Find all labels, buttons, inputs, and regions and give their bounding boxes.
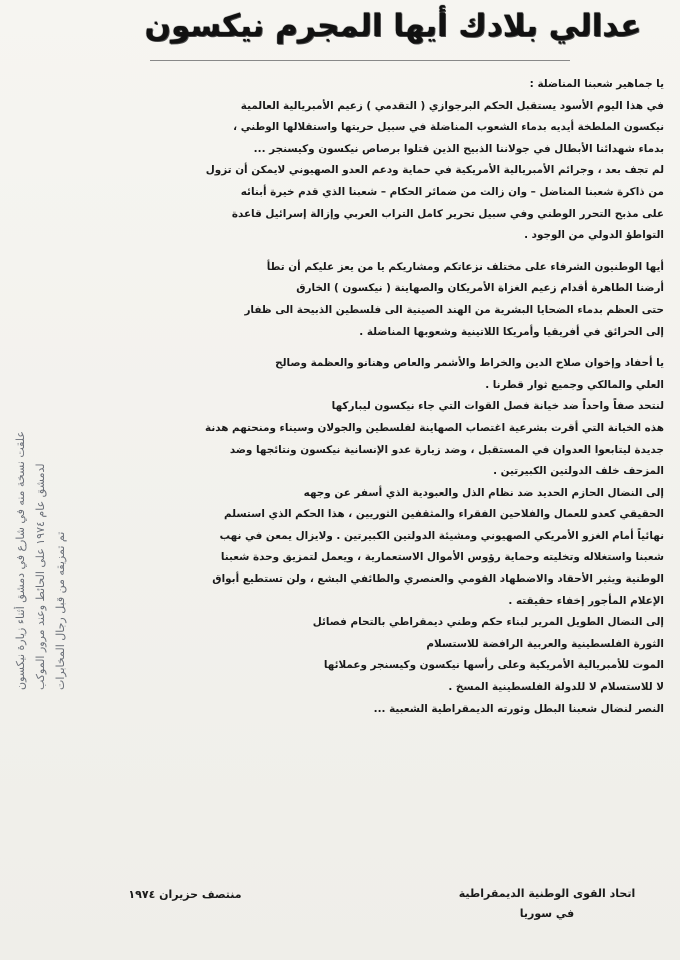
body-line: أرضنا الطاهرة أقدام زعيم الغزاة الأمريكان والصهاينة ( نيكسون ) الخارق: [296, 282, 664, 295]
body-line: لا للاستسلام لا للدولة الفلسطينية المسخ .: [448, 681, 664, 694]
title-underline: [150, 60, 570, 61]
body-line: يا جماهير شعبنا المناضلة :: [529, 78, 664, 90]
margin-note-line: لدمشق عام ١٩٧٤ على الحائط وعند مرور الموكب: [33, 463, 47, 690]
body-line: الإعلام المأجور إخفاء حقيقته .: [508, 594, 664, 607]
body-line: يا أحفاد وإخوان صلاح الدين والخراط والأشمر والعاص وهنانو والعظمة وصالح: [275, 357, 664, 370]
leaflet-footer: [110, 884, 666, 944]
body-line: التواطؤ الدولي من الوجود .: [524, 229, 664, 242]
org-name-line2: في سوريا: [519, 907, 575, 920]
leaflet-title: عدالي بلادك أيها المجرم نيكسون: [144, 8, 642, 44]
body-line: نهائياً أمام الغزو الأمريكي الصهيوني ومشيئة الدولتين الكبيرتين . ولايزال يمعن في نهب: [219, 529, 664, 542]
body-line: على مذبح التحرر الوطني وفي سبيل تحرير كامل التراب العربي وإزالة إسرائيل قاعدة: [231, 207, 664, 220]
body-line: الوطنية ويثير الأحقاد والاضطهاد القومي والعنصري والطائفي البشع ، ولن تستطيع أبواق: [212, 573, 664, 586]
body-line: لم تجف بعد ، وجرائم الأمبريالية الأمريكية في حماية ودعم العدو الصهيوني لايمكن أن تزول: [205, 164, 664, 177]
body-line: لنتحد صفاً واحداً ضد خيانة فصل القوات التي جاء نيكسون ليباركها: [331, 400, 664, 413]
body-line: إلى النضال الحازم الحديد ضد نظام الذل والعبودية الذي أسفر عن وجهه: [303, 486, 664, 499]
body-line: العلي والمالكي وجميع ثوار قطرنا .: [485, 378, 664, 391]
margin-note-line: علقت نسخة منه في شارع في دمشق أثناء زيارة نيكسون: [14, 431, 27, 690]
body-line: هذه الخيانة التي أقرت بشرعية اغتصاب الصهاينة لفلسطين والجولان وسيناء ومنحتهم هدنة: [205, 421, 664, 434]
body-line: نيكسون الملطخة أيديه بدماء الشعوب المناضلة في سبيل حريتها واستقلالها الوطني ،: [233, 121, 664, 134]
signatory-organization: [442, 884, 652, 924]
body-line: الموت للأمبريالية الأمريكية وعلى رأسها نيكسون وكيسنجر وعملائها: [323, 659, 664, 672]
body-line: في هذا اليوم الأسود يستقبل الحكم البرجوازي ( التقدمي ) زعيم الأمبريالية العالمية: [240, 99, 664, 112]
body-line: إلى الحرائق في أفريقيا وأمريكا اللاتينية وشعوبها المناضلة .: [359, 325, 664, 338]
margin-note-line: تم تمزيقه من قبل رجال المخابرات: [53, 531, 67, 690]
body-line: الحقيقي كعدو للعمال والفلاحين الفقراء والمثقفين الثوريين ، هذا الحكم الذي استسلم: [223, 508, 664, 521]
body-line: إلى النضال الطويل المرير لبناء حكم وطني ديمقراطي بالتحام فصائل: [312, 616, 664, 629]
leaflet-body: [112, 74, 664, 850]
body-line: أيها الوطنيون الشرفاء على مختلف نزعاتكم ومشاريكم يا من يعز عليكم أن تطأ: [266, 260, 664, 273]
body-line: الثورة الفلسطينية والعربية الرافضة للاستسلام: [426, 637, 664, 650]
body-line: المزحف خلف الدولتين الكبيرتين .: [493, 465, 664, 478]
leaflet-date: منتصف حزيران ١٩٧٤: [128, 888, 242, 901]
body-line: حتى العظم بدماء الضحايا البشرية من الهند الصينية الى فلسطين الذبيحة الى ظفار: [244, 303, 664, 316]
handwritten-margin-note: [14, 250, 110, 690]
body-line: بدماء شهدائنا الأبطال في جولاننا الذبيح الذين قتلوا برصاص نيكسون وكيسنجر ...: [253, 142, 664, 155]
body-line: شعبنا واستغلاله وتخليته وحماية رؤوس الأموال الاستعمارية ، ويعمل لتمزيق وحدة شعبنا: [220, 551, 664, 564]
body-line: جديدة ليتابعوا العدوان في المستقبل ، وضد زيارة عدو الإنسانية نيكسون ونتائجها وضد: [229, 443, 664, 456]
body-line: من ذاكرة شعبنا المناضل – وان زالت من ضمائر الحكام – شعبنا الذي قدم خيرة أبنائه: [240, 185, 664, 198]
org-name-line1: اتحاد القوى الوطنية الديمقراطية: [458, 887, 636, 900]
body-line: النصر لنضال شعبنا البطل وثورته الديمقراطية الشعبية ...: [373, 702, 664, 715]
